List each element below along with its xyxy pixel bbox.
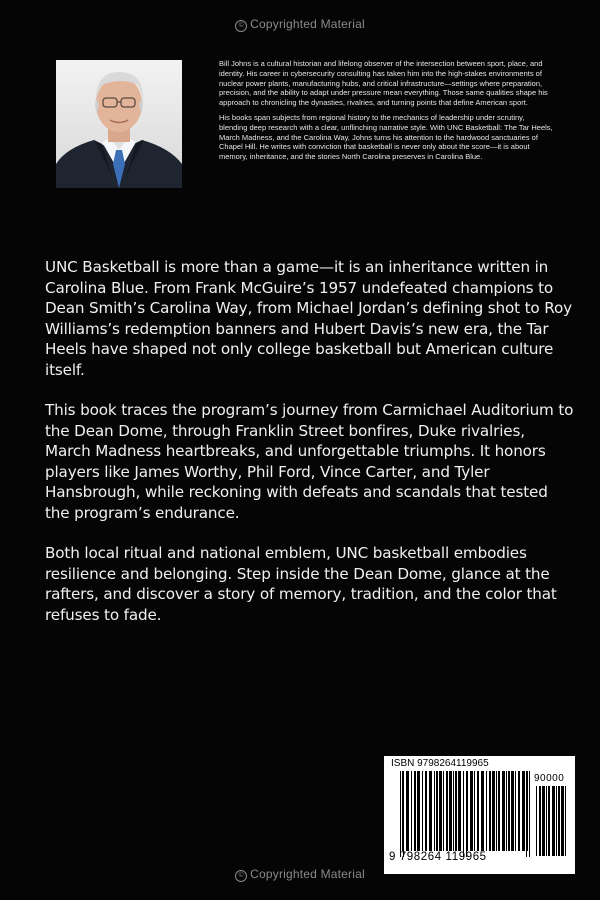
isbn-barcode-box [384, 756, 575, 874]
author-bio [219, 59, 553, 167]
bio-paragraph: Bill Johns is a cultural historian and lifelong observer of the intersection between sport, place, and identity. His career in cybersecurity consulting has taken him into the high-stakes environments of nuclear power plants, manufacturing hubs, and critical infrastructure—settings where preparation, precision, and the ability to adapt under pressure mean everything. Those same qualities shape his approach to chronicling the dynasties, rivalries, and turning points that define American sport. [219, 59, 548, 108]
copyright-watermark-bottom: © Copyrighted Material [0, 867, 600, 882]
blurb-paragraph: UNC Basketball is more than a game—it is an inheritance written in Carolina Blue. From Frank McGuire’s 1957 undefeated champions to Dean Smith’s Carolina Way, from Michael Jordan’s defining shot to Roy Williams’s redemption banners and Hubert Davis’s new era, the Tar Heels have shaped not only college basketball but American culture itself. [45, 258, 572, 379]
copyright-icon: © [235, 20, 247, 32]
copyright-icon: © [235, 870, 247, 882]
book-blurb [45, 257, 575, 645]
price-code: 90000 [534, 773, 565, 784]
isbn-digits: 9 798264 119965 [389, 851, 487, 863]
author-portrait-icon [56, 60, 182, 188]
copyright-watermark-top: © Copyrighted Material [0, 17, 600, 32]
blurb-paragraph: Both local ritual and national emblem, UNC basketball embodies resilience and belonging. Step inside the Dean Dome, glance at the rafters, and discover a story of memory, tradition, and the color that refuses to fade. [45, 544, 557, 624]
isbn-label: ISBN 9798264119965 [391, 758, 489, 769]
bio-paragraph: His books span subjects from regional history to the mechanics of leadership under scrutiny, blending deep research with a clear, unflinching narrative style. With UNC Basketball: The Tar Heels, March Madness, and the Carolina Way, Johns turns his attention to the hardwood sanctuaries of Chapel Hill. He writes with conviction that basketball is never only about the score—it is about memory, inheritance, and the stories North Carolina preserves in Carolina Blue. [219, 112, 553, 162]
author-photo [56, 60, 182, 188]
blurb-paragraph: This book traces the program’s journey from Carmichael Auditorium to the Dean Dome, through Franklin Street bonfires, Duke rivalries, March Madness heartbreaks, and unforgettable triumphs. It honors players like James Worthy, Phil Ford, Vince Carter, and Tyler Hansbrough, while reckoning with defeats and scandals that tested the program’s endurance. [45, 401, 574, 522]
